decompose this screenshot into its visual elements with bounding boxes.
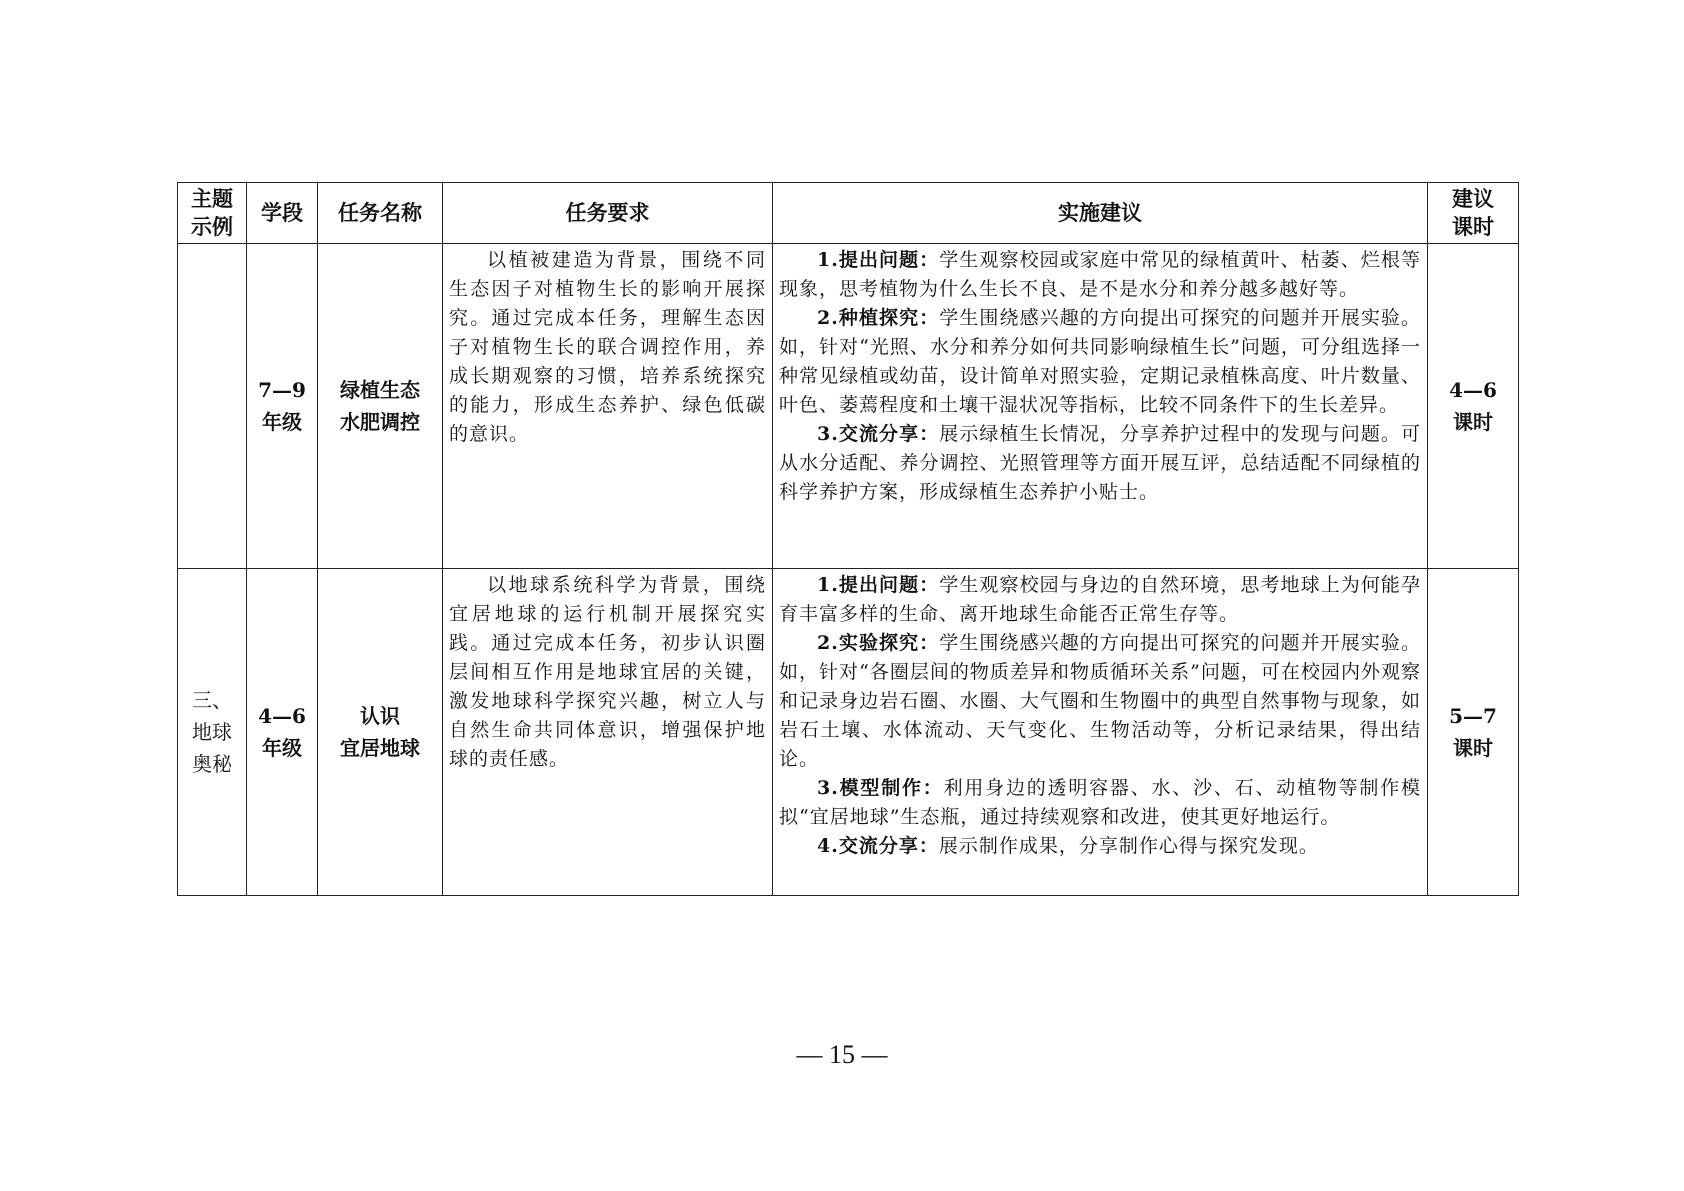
cell-suggestion <box>773 244 1428 569</box>
suggestion-item: 3.模型制作：利用身边的透明容器、水、沙、石、动植物等制作模拟“宜居地球”生态瓶，通过持续观察和改进，使其更好地运行。 <box>779 777 1421 828</box>
header-theme: 主题 示例 <box>178 183 247 244</box>
suggestion-item: 2.实验探究：学生围绕感兴趣的方向提出可探究的问题并开展实验。如，针对“各圈层间的物质差异和物质循环关系”问题，可在校园内外观察和记录身边岩石圈、水圈、大气圈和生物圈中的典型自然事物与现象，如岩石土壤、水体流动、天气变化、生物活动等，分析记录结果，得出结论。 <box>779 632 1421 770</box>
suggestion-item: 1.提出问题：学生观察校园与身边的自然环境，思考地球上为何能孕育丰富多样的生命、离开地球生命能否正常生存等。 <box>779 574 1421 625</box>
cell-theme: 三、 地球 奥秘 <box>178 569 247 896</box>
cell-task-name: 绿植生态 水肥调控 <box>318 244 443 569</box>
cell-suggestion <box>773 569 1428 896</box>
table-row <box>178 569 1519 896</box>
cell-stage: 7—9 年级 <box>247 244 318 569</box>
cell-stage: 4—6 年级 <box>247 569 318 896</box>
header-stage: 学段 <box>247 183 318 244</box>
cell-task-name: 认识 宜居地球 <box>318 569 443 896</box>
curriculum-table <box>177 182 1519 896</box>
header-requirement: 任务要求 <box>443 183 773 244</box>
header-suggestion: 实施建议 <box>773 183 1428 244</box>
cell-requirement: 以植被建造为背景，围绕不同生态因子对植物生长的影响开展探究。通过完成本任务，理解生态因子对植物生长的联合调控作用，养成长期观察的习惯，培养系统探究的能力，形成生态养护、绿色低碳的意识。 <box>443 244 773 569</box>
cell-theme <box>178 244 247 569</box>
table-row <box>178 244 1519 569</box>
cell-requirement: 以地球系统科学为背景，围绕宜居地球的运行机制开展探究实践。通过完成本任务，初步认识圈层间相互作用是地球宜居的关键，激发地球科学探究兴趣，树立人与自然生命共同体意识，增强保护地球的责任感。 <box>443 569 773 896</box>
suggestion-item: 2.种植探究：学生围绕感兴趣的方向提出可探究的问题并开展实验。如，针对“光照、水分和养分如何共同影响绿植生长”问题，可分组选择一种常见绿植或幼苗，设计简单对照实验，定期记录植株高度、叶片数量、叶色、萎蔫程度和土壤干湿状况等指标，比较不同条件下的生长差异。 <box>779 307 1421 416</box>
cell-hours: 4—6 课时 <box>1428 244 1519 569</box>
header-hours: 建议 课时 <box>1428 183 1519 244</box>
suggestion-item: 3.交流分享：展示绿植生长情况，分享养护过程中的发现与问题。可从水分适配、养分调控、光照管理等方面开展互评，总结适配不同绿植的科学养护方案，形成绿植生态养护小贴士。 <box>779 423 1421 503</box>
header-task-name: 任务名称 <box>318 183 443 244</box>
cell-hours: 5—7 课时 <box>1428 569 1519 896</box>
page-number: — 15 — <box>796 1040 888 1069</box>
suggestion-item: 1.提出问题：学生观察校园或家庭中常见的绿植黄叶、枯萎、烂根等现象，思考植物为什么生长不良、是不是水分和养分越多越好等。 <box>779 249 1421 300</box>
table-header-row <box>178 183 1519 244</box>
suggestion-item: 4.交流分享：展示制作成果，分享制作心得与探究发现。 <box>817 835 1319 857</box>
